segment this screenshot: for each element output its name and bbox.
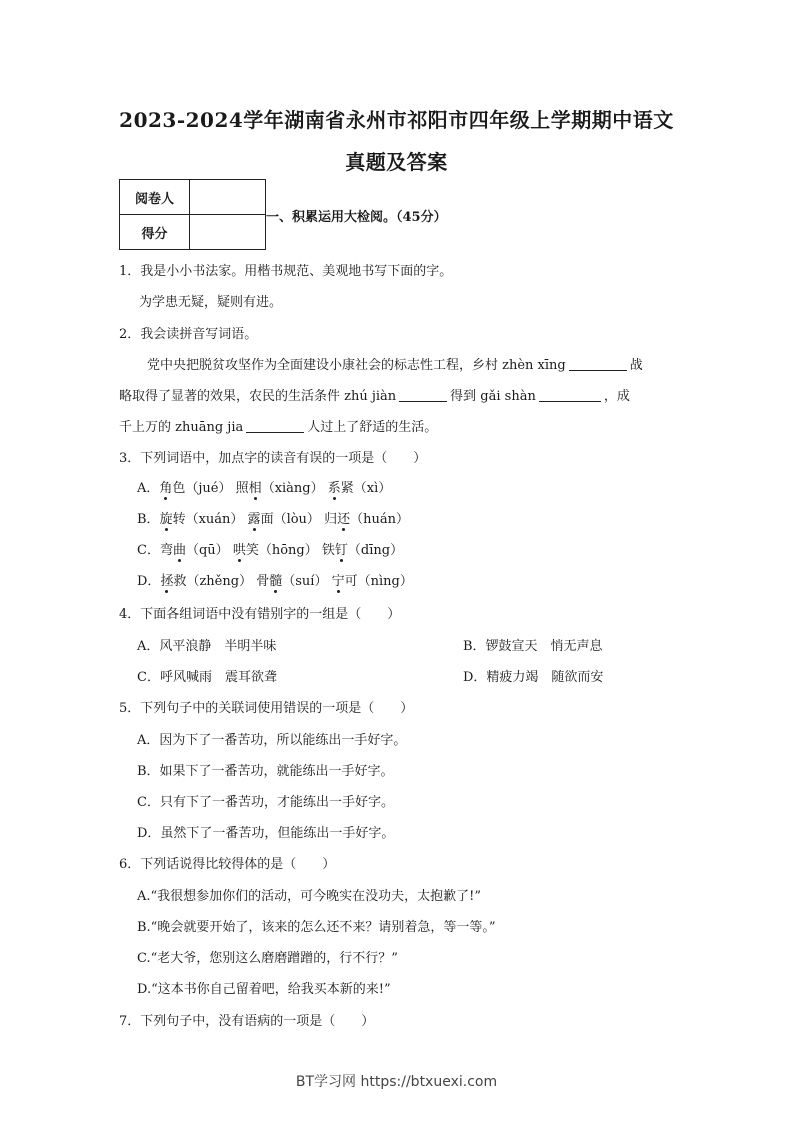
reading: 笑（hōng） [245,543,318,558]
word-char: 弯 [159,543,173,558]
reading: 救（zhěng） [173,574,253,589]
dotted-char: 相 [249,477,262,496]
q3-stem: 3．下列词语中，加点字的读音有误的一项是（ ） [119,451,427,466]
q5-option-d[interactable]: D．虽然下了一番苦功，但能练出一手好字。 [137,826,395,841]
q2-line1-text: 党中央把脱贫攻坚作为全面建设小康社会的标志性工程，乡村 zhèn xīng [147,358,566,373]
reading: （suí） [282,574,328,589]
reviewer-label: 阅卷人 [120,180,190,215]
dotted-char: 旋 [160,508,173,527]
q1-text: 为学患无疑，疑则有进。 [139,295,283,310]
q5-option-a[interactable]: A．因为下了一番苦功，所以能练出一手好字。 [137,733,407,748]
q3-option-a[interactable] [137,477,391,496]
dotted-char: 钉 [335,539,348,558]
document-title-line2: 真题及答案 [345,150,448,174]
word-char: 归 [324,512,338,527]
q3-option-d[interactable] [137,570,413,589]
q6-stem: 6．下列话说得比较得体的是（ ） [119,857,336,872]
q3-option-b[interactable] [137,508,409,527]
answer-blank[interactable] [246,418,304,433]
q6-option-c[interactable]: C.“老大爷，您别这么磨磨蹭蹭的，行不行？” [137,951,398,966]
dotted-char: 还 [337,508,350,527]
reading: 紧（xì） [340,481,392,496]
reviewer-cell [190,180,266,215]
q2-line1 [147,354,643,373]
reading: 面（lòu） [260,512,320,527]
q4-option-a[interactable]: A．风平浪静 半明半味 [137,639,277,654]
q4-option-d[interactable]: D．精疲力竭 随欲而安 [463,670,604,685]
document-title-line1: 2023-2024学年湖南省永州市祁阳市四年级上学期期中语文 [119,108,674,132]
reading: 可（nìng） [344,574,413,589]
reading: 色（jué） [172,481,232,496]
dotted-char: 宁 [332,570,345,589]
answer-blank[interactable] [539,387,601,402]
word-char: 骨 [256,574,270,589]
q2-line2 [119,385,630,404]
q6-option-a[interactable]: A.“我很想参加你们的活动，可今晚实在没功夫，太抱歉了!” [137,889,482,904]
answer-blank[interactable] [569,356,627,371]
dotted-char: 角 [159,477,172,496]
reading: （huán） [350,512,409,527]
q2-line3 [119,416,437,435]
q2-line1-end: 战 [629,358,643,373]
q5-option-c[interactable]: C．只有下了一番苦功，才能练出一手好字。 [137,795,394,810]
score-table-row [120,180,266,215]
q2-line2-text: 略取得了显著的效果，农民的生活条件 zhú jiàn [119,389,397,404]
q3-option-c[interactable] [137,539,403,558]
word-char: 照 [235,481,249,496]
reading: 转（xuán） [172,512,244,527]
option-label: A． [137,481,160,496]
q4-option-c[interactable]: C．呼风喊雨 震耳欲聋 [137,670,277,685]
q6-option-d[interactable]: D.“这本书你自己留着吧，给我买本新的来!” [137,982,391,997]
q5-option-b[interactable]: B．如果下了一番苦功，就能练出一手好字。 [137,764,394,779]
q7-stem: 7．下列句子中，没有语病的一项是（ ） [119,1014,375,1029]
q2-line3-end: 人过上了舒适的生活。 [307,420,438,435]
dotted-char: 曲 [173,539,186,558]
q2-line2-end: ，成 [603,389,630,404]
dotted-char: 系 [328,477,341,496]
score-cell [190,215,266,250]
score-label: 得分 [120,215,190,250]
q1-stem: 1．我是小小书法家。用楷书规范、美观地书写下面的字。 [119,264,453,279]
option-label: D． [137,574,161,589]
dotted-char: 露 [248,508,261,527]
dotted-char: 哄 [233,539,246,558]
answer-blank[interactable] [399,387,447,402]
option-label: C． [137,543,160,558]
q6-option-b[interactable]: B.“晚会就要开始了，该来的怎么还不来？请别着急，等一等。” [137,920,496,935]
option-label: B． [137,512,160,527]
dotted-char: 髓 [269,570,282,589]
reading: （xiàng） [261,481,324,496]
q2-line2-mid: 得到 gǎi shàn [450,389,536,404]
score-table [119,179,266,250]
section-heading: 一、积累运用大检阅。（45分） [266,210,447,225]
dotted-char: 拯 [160,570,173,589]
q4-stem: 4．下面各组词语中没有错别字的一组是（ ） [119,607,401,622]
q4-option-b[interactable]: B．锣鼓宣天 悄无声息 [463,639,603,654]
reading: （dīng） [347,543,404,558]
q2-stem: 2．我会读拼音写词语。 [119,327,258,342]
reading: （qū） [185,543,229,558]
score-table-row [120,215,266,250]
word-char: 铁 [321,543,335,558]
q5-stem: 5．下列句子中的关联词使用错误的一项是（ ） [119,701,414,716]
page-footer: BT学习网 https://btxuexi.com [295,1074,498,1090]
q2-line3-text: 千上万的 zhuāng jia [119,420,244,435]
